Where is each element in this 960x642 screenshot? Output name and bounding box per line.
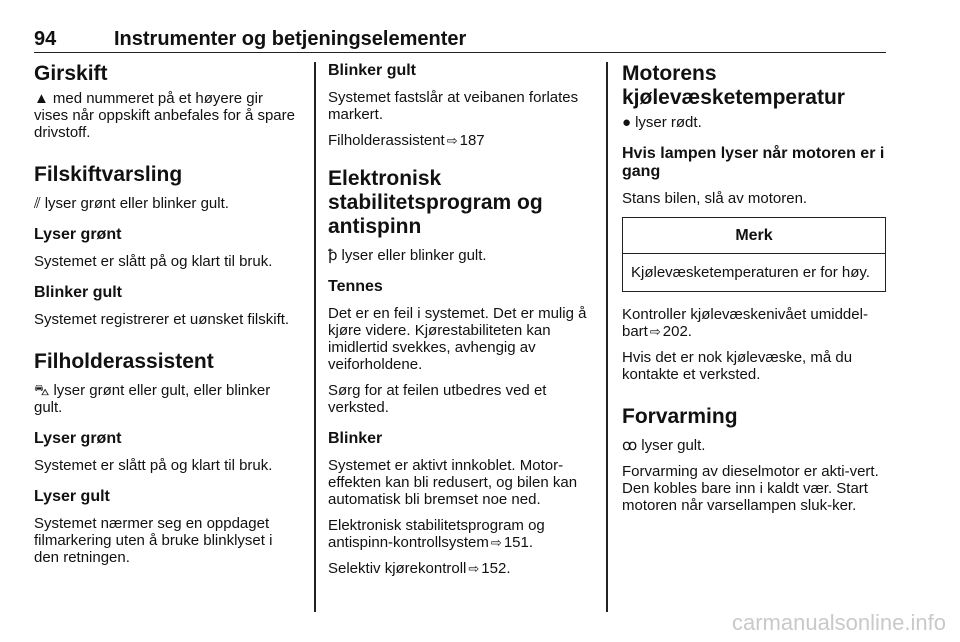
watermark: carmanualsonline.info [731,610,946,635]
heading-motorens-kjolevaesketemperatur: Motorens kjølevæsketemperatur [622,62,845,109]
warning-dot-icon: ● [622,114,632,131]
page-reference-arrow-icon: ⇨ [446,133,458,148]
heading-girskift: Girskift [34,62,108,85]
paragraph-text: lyser eller blinker gult. [341,247,487,264]
paragraph-forvarming-1 [622,437,886,454]
reference-filholderassistent [328,132,592,149]
heading-tennes: Tennes [328,278,383,295]
paragraph-tennes-2: Sørg for at feilen utbedres ved et verksted. [328,382,547,416]
reference-text: Selektiv kjørekontroll [328,560,467,577]
reference-page: 202. [662,323,692,340]
note-body: Kjølevæsketemperaturen er for høy. [631,264,870,281]
reference-page: 187 [459,132,485,149]
gear-up-arrow-icon: ▲ [34,90,49,107]
heading-esp: Elektronisk stabilitetsprogram og antispinn [328,167,543,238]
paragraph-blinker-1: Systemet er aktivt innkoblet. Motor-effekten kan bli redusert, og bilen kan automatisk bli bremset noe ned. [328,457,578,508]
heading-hvis-lampen: Hvis lampen lyser når motoren er i gang [622,145,885,180]
page-number: 94 [34,28,57,50]
paragraph-filholder [34,382,300,416]
paragraph-text: lyser grønt eller gult, eller blinker gult. [34,382,271,416]
column-1 [34,62,300,566]
heading-filholderassistent: Filholderassistent [34,350,214,373]
paragraph-text: lyser rødt. [635,114,702,131]
column-2 [328,62,592,577]
paragraph-text: med nummeret på et høyere gir vises når oppskift anbefales for å spare drivstoff. [34,90,295,141]
paragraph-tennes-1: Det er en feil i systemet. Det er mulig å kjøre videre. Kjørestabiliteten kan imidlertid svekkes, avhengig av veiforholdene. [328,305,587,373]
reference-page: 152. [481,560,511,577]
paragraph-blinker-gult: Systemet fastslår at veibanen forlates markert. [328,89,579,123]
page-reference-arrow-icon: ⇨ [649,324,661,339]
paragraph-motor [622,114,886,131]
paragraph-forvarming-2: Forvarming av dieselmotor er akti-vert. Den kobles bare inn i kaldt vær. Start motoren når varsellampen sluk-ker. [622,463,879,514]
heading-filskiftvarsling: Filskiftvarsling [34,163,183,186]
paragraph-esp [328,247,592,264]
paragraph-stans-bilen: Stans bilen, slå av motoren. [622,190,808,207]
column-3 [622,62,886,514]
reference-selektiv-kjorekontroll [328,560,592,577]
heading-forvarming: Forvarming [622,405,738,428]
reference-esp [328,517,592,551]
column-divider [606,62,608,612]
reference-text: Kontroller kjølevæskenivået umiddel-bart [622,306,868,340]
glow-plug-icon: ꝏ [622,437,638,454]
lane-keep-assist-icon: ⛍ [34,382,50,399]
heading-lyser-gult: Lyser gult [34,488,110,505]
paragraph-filskift [34,195,300,212]
reference-page: 151. [503,534,534,551]
note-box [622,217,886,292]
stability-control-icon: ꝥ [328,247,338,264]
page-header [34,28,886,53]
heading-blinker: Blinker [328,430,383,447]
page-reference-arrow-icon: ⇨ [468,561,480,576]
reference-text: Elektronisk stabilitetsprogram og antispinn-kontrollsystem [328,517,545,551]
column-divider [314,62,316,612]
paragraph-lyser-gult: Systemet nærmer seg en oppdaget filmarkering uten å bruke blinklyset i den retningen. [34,515,273,566]
paragraph-blinker-gult: Systemet registrerer et uønsket filskift. [34,311,290,328]
reference-text: Filholderassistent [328,132,445,149]
heading-blinker-gult: Blinker gult [328,62,417,79]
paragraph-hvis-nok: Hvis det er nok kjølevæske, må du kontakte et verksted. [622,349,853,383]
paragraph-text: lyser grønt eller blinker gult. [44,195,229,212]
paragraph-girskift [34,90,300,141]
paragraph-text: lyser gult. [641,437,706,454]
heading-lyser-gront-2: Lyser grønt [34,430,122,447]
note-title: Merk [623,218,885,254]
lane-change-icon: ⫽ [34,195,41,212]
paragraph-lyser-gront-2: Systemet er slått på og klart til bruk. [34,457,273,474]
heading-lyser-gront: Lyser grønt [34,226,122,243]
page-reference-arrow-icon: ⇨ [490,535,502,550]
paragraph-lyser-gront: Systemet er slått på og klart til bruk. [34,253,273,270]
heading-blinker-gult: Blinker gult [34,284,123,301]
reference-kontroller [622,306,886,340]
section-title: Instrumenter og betjeningselementer [114,28,467,50]
